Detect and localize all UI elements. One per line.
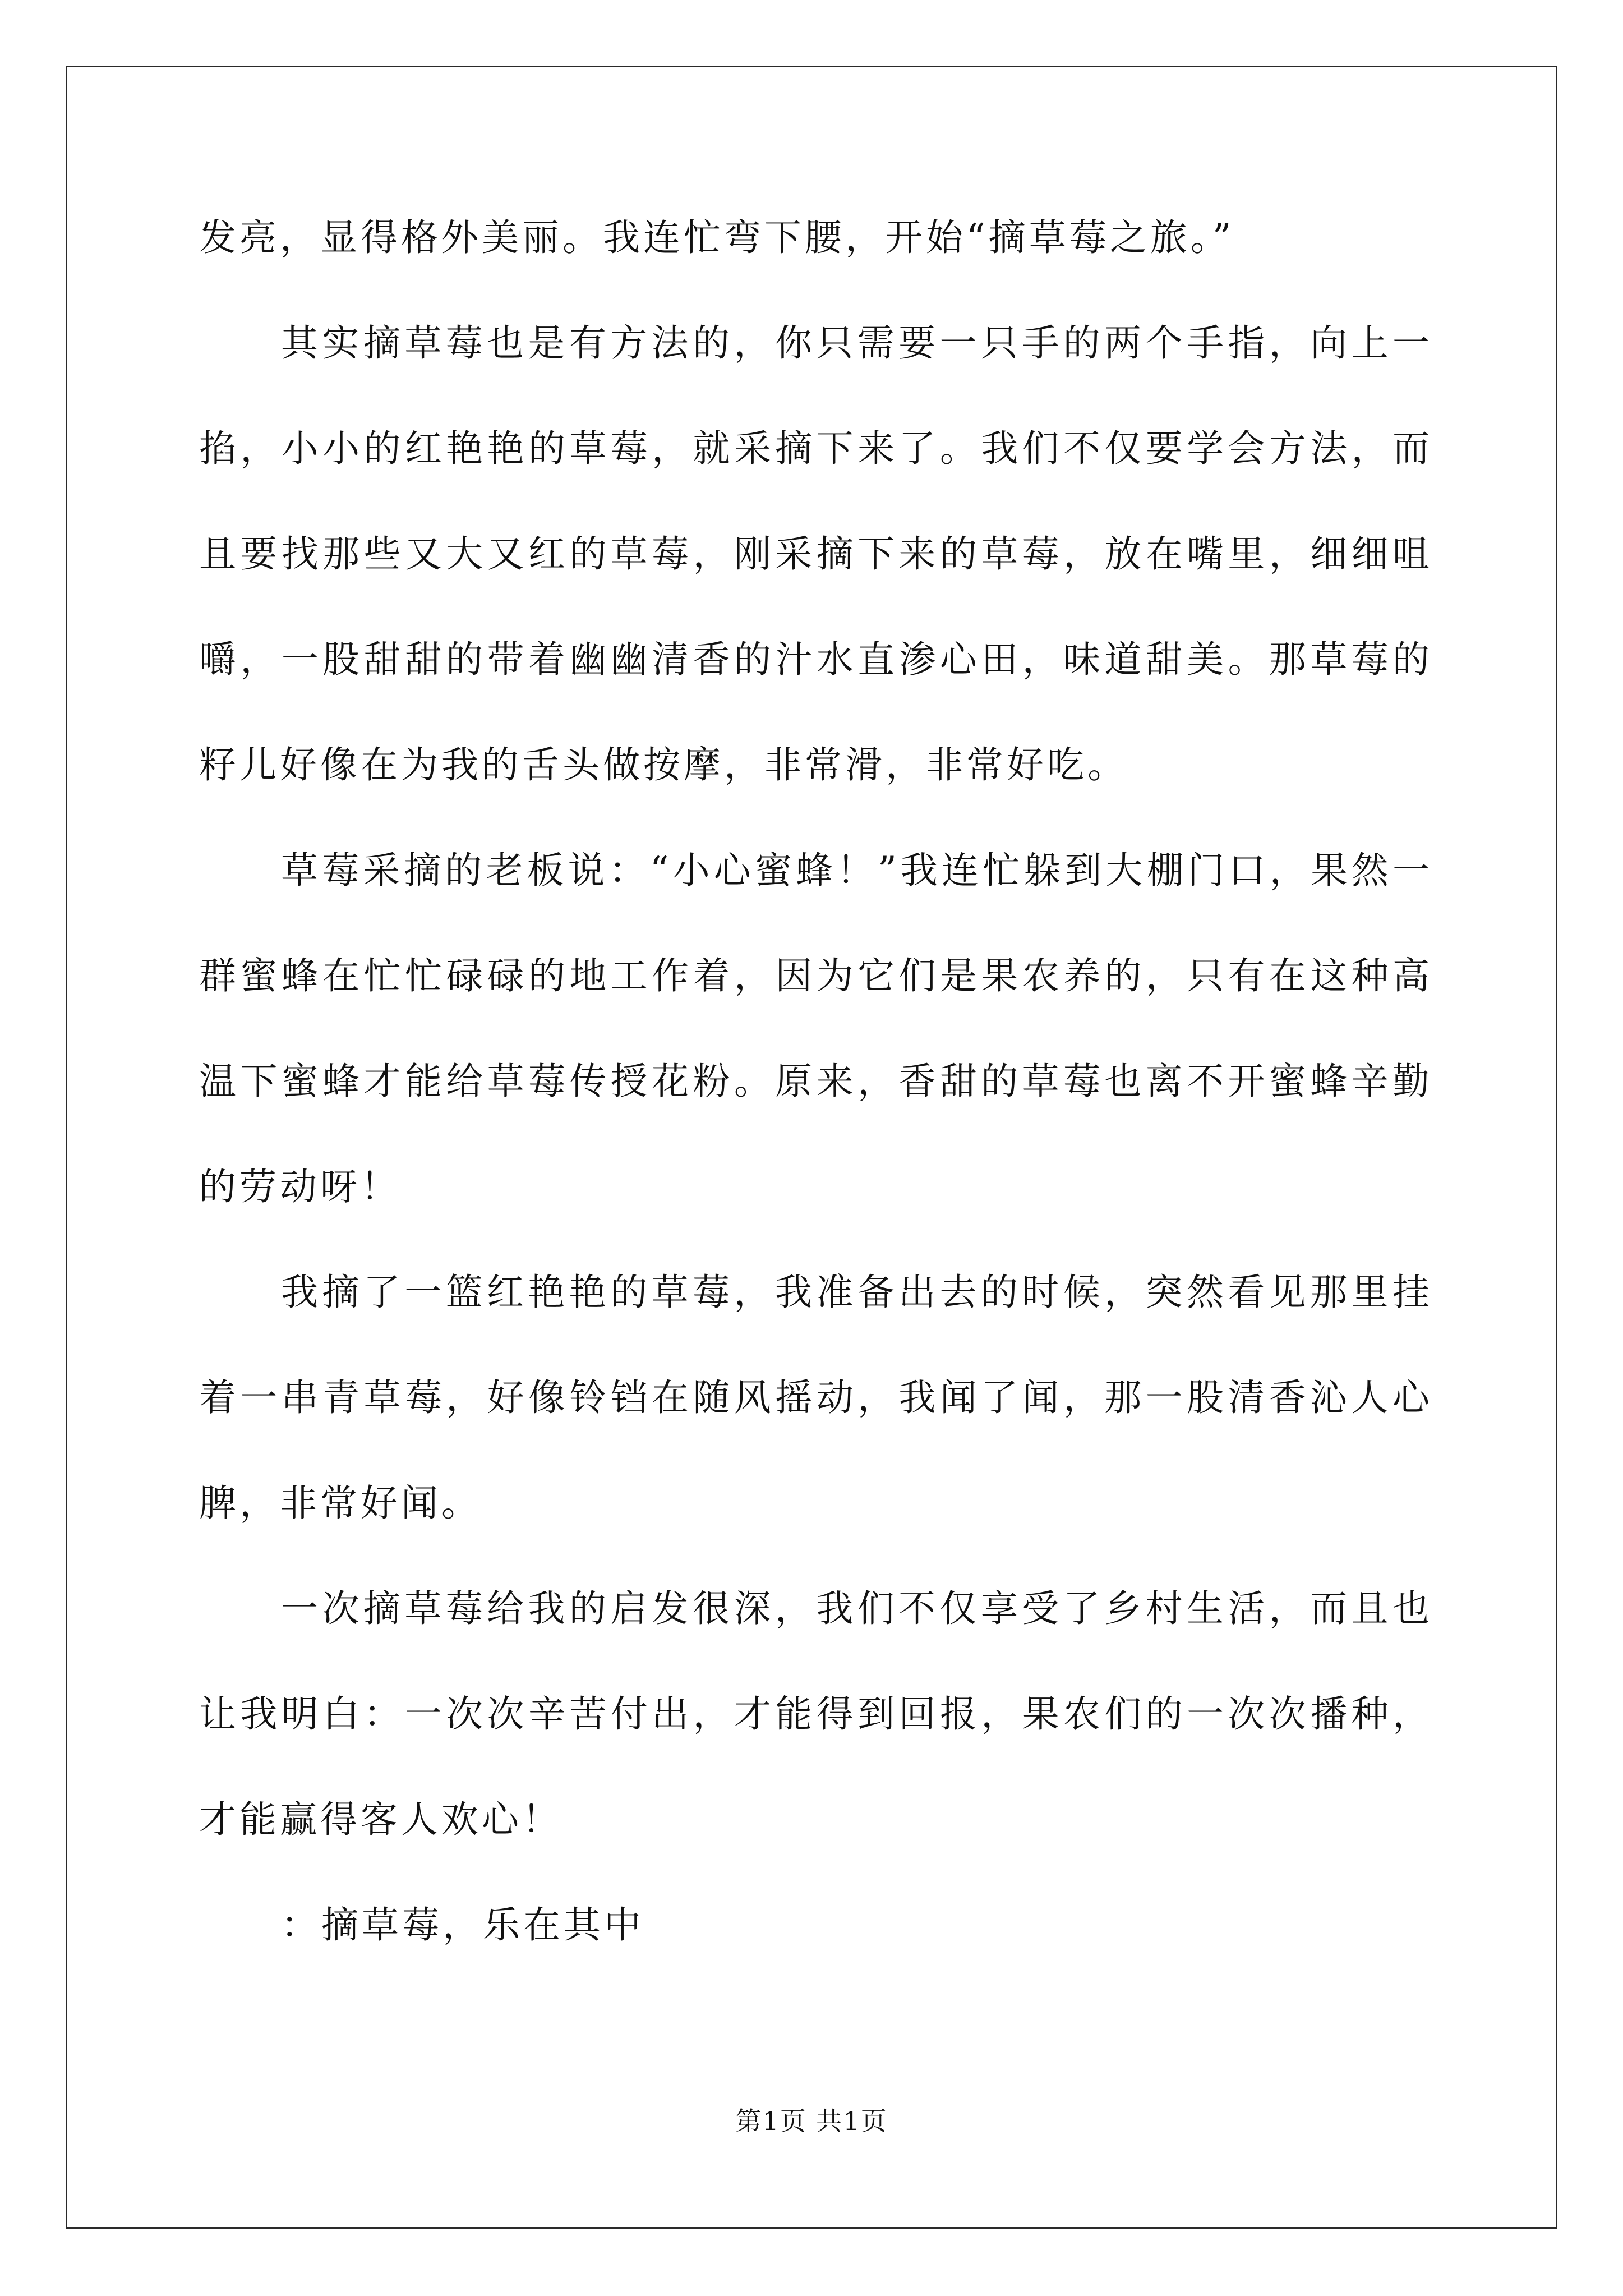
paragraph-4: 我摘了一篮红艳艳的草莓，我准备出去的时候，突然看见那里挂着一串青草莓，好像铃铛在随风摇动，我闻了闻，那一股清香沁人心脾，非常好闻。 [199,1271,1433,1525]
document-body [199,185,1433,1978]
paragraph-2: 其实摘草莓也是有方法的，你只需要一只手的两个手指，向上一掐，小小的红艳艳的草莓，就采摘下来了。我们不仅要学会方法，而且要找那些又大又红的草莓，刚采摘下来的草莓，放在嘴里，细细咀嚼，一股甜甜的带着幽幽清香的汁水直渗心田，味道甜美。那草莓的籽儿好像在为我的舌头做按摩，非常滑，非常好吃。 [199,321,1433,786]
paragraph-5: 一次摘草莓给我的启发很深，我们不仅享受了乡村生活，而且也让我明白：一次次辛苦付出，才能得到回报，果农们的一次次播种，才能赢得客人欢心！ [199,1587,1433,1841]
paragraph-1: 发亮，显得格外美丽。我连忙弯下腰，开始“摘草莓之旅。” [199,216,1235,259]
paragraph-3: 草莓采摘的老板说：“小心蜜蜂！”我连忙躲到大棚门口，果然一群蜜蜂在忙忙碌碌的地工作着，因为它们是果农养的，只有在这种高温下蜜蜂才能给草莓传授花粉。原来，香甜的草莓也离不开蜜蜂辛勤的劳动呀！ [199,849,1433,1208]
page-footer: 第1页 共1页 [735,2106,888,2136]
paragraph-6: ：摘草莓，乐在其中 [281,1903,644,1947]
